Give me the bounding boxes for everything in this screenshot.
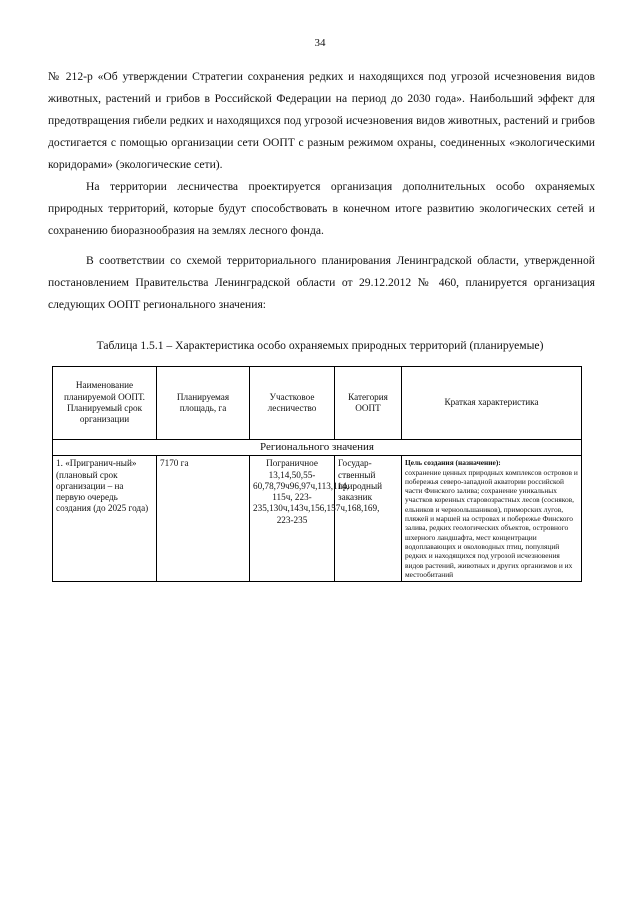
cell-forestry: Пограничное 13,14,50,55-60,78,79ч96,97ч,113,114, 115ч, 223-235,130ч,143ч,156,157ч,168,169, 223-235 <box>250 456 335 582</box>
oopt-table <box>52 366 582 582</box>
cell-category: Государ-ственный природный заказник <box>335 456 402 582</box>
page-number: 34 <box>314 37 326 49</box>
table-caption: Таблица 1.5.1 – Характеристика особо охраняемых природных территорий (планируемые) <box>96 339 544 352</box>
table-group-row <box>53 440 582 456</box>
paragraph-3: В соответствии со схемой территориального планирования Ленинградской области, утвержденной постановлением Правительства Ленинградской области от 29.12.2012 № 460, планируется организация следующих ООПТ регионального значения: <box>48 254 595 311</box>
paragraph-1: № 212-р «Об утверждении Стратегии сохранения редких и находящихся под угрозой исчезновения видов животных, растений и грибов в Российской Федерации на период до 2030 года». Наибольший эффект для предотвращения гибели редких и находящихся под угрозой исчезновения видов животных, растений и грибов достигается с помощью организации сети ООПТ с разным режимом охраны, соединенных «экологическими коридорами» (экологические сети). <box>48 70 595 171</box>
cell-description <box>402 456 582 582</box>
header-forestry: Участковое лесничество <box>250 367 335 440</box>
paragraph-2: На территории лесничества проектируется организация дополнительных особо охраняемых природных территорий, которые будут способствовать в конечном итоге развитию экологических сетей и сохранению биоразнообразия на землях лесного фонда. <box>48 180 595 237</box>
description-label: Цель создания (назначение): <box>405 458 501 468</box>
header-description: Краткая характеристика <box>402 367 582 440</box>
header-category: Категория ООПТ <box>335 367 402 440</box>
header-name: Наименование планируемой ООПТ. Планируемый срок организации <box>53 367 157 440</box>
table-row <box>53 456 582 582</box>
header-area: Планируемая площадь, га <box>157 367 250 440</box>
table-header-row <box>53 367 582 440</box>
group-label: Регионального значения <box>53 440 582 456</box>
cell-area: 7170 га <box>157 456 250 582</box>
description-text: сохранение ценных природных комплексов островов и побережья северо-западной акватории российской части Финского залива; сохранение уникальных участков коренных старовозрастных лесов (сосняков, ельников и черноольшаников), приморских лугов, пляжей и маршей на островах и побережье Финского залива, редких геологических объектов, островного шхерного ландшафта, мест концентрации водоплавающих и околоводных птиц, популяций редких и находящихся под угрозой исчезновения видов растений, животных и других организмов и их местообитаний <box>405 467 578 579</box>
cell-name: 1. «Пригранич-ный» (плановый срок организации – на первую очередь создания (до 2025 года) <box>53 456 157 582</box>
body-text <box>48 66 595 316</box>
